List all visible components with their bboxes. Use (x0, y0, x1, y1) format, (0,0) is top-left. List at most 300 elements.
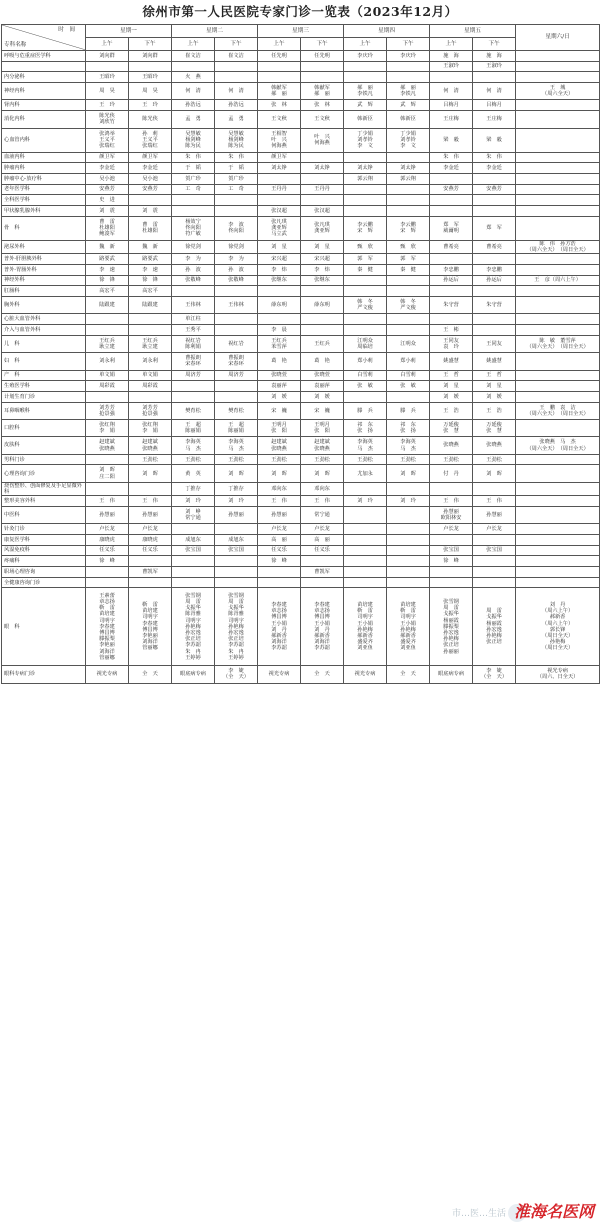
doctor-name: 丁少娟 (357, 130, 373, 137)
schedule-cell (215, 420, 258, 437)
doctor-name: 郑 军 (486, 225, 502, 232)
doctor-name: 王素蕾 (99, 592, 115, 599)
schedule-cell (344, 83, 387, 100)
doctor-name: 王文秋 (314, 116, 330, 123)
schedule-cell (86, 588, 129, 666)
schedule-cell (215, 163, 258, 174)
doctor-name: 宋 辉 (400, 228, 416, 235)
doctor-name: 张 阳 (271, 428, 287, 435)
doctor-name: 孙浩远 (185, 102, 201, 109)
schedule-cell (258, 51, 301, 62)
doctor-name: 郝 丽 (400, 85, 416, 92)
doctor-name: 曹希亮 (486, 243, 502, 250)
doctor-name: 李铁凡 (357, 91, 373, 98)
doctor-name: 韩新臣 (400, 116, 416, 123)
schedule-cell (258, 666, 301, 683)
schedule-cell (430, 391, 473, 402)
doctor-name: 刘芳芳 (99, 404, 115, 411)
schedule-cell (172, 381, 215, 392)
doctor-name: 朱 伟 (185, 154, 201, 161)
doctor-name: 全 天 (314, 671, 330, 678)
schedule-cell (258, 465, 301, 482)
doctor-name: 任先明 (314, 52, 330, 59)
doctor-name: 曹凯军 (314, 568, 330, 575)
schedule-cell (172, 297, 215, 314)
doctor-name: 王同友 (443, 337, 459, 344)
doctor-name: 王劲松 (443, 456, 459, 463)
doctor-name: 戈振华 (443, 611, 459, 618)
doctor-name: 张 林 (314, 102, 330, 109)
doctor-name: 王 伟 (314, 498, 330, 504)
dept-name: 普外·胃肠外科 (2, 264, 86, 275)
doctor-name: 王 浩 (486, 407, 502, 414)
schedule-cell (129, 556, 172, 567)
schedule-cell (387, 72, 430, 83)
doctor-name: 刘 星 (486, 382, 502, 389)
schedule-cell (86, 535, 129, 546)
weekend-cell (516, 152, 600, 163)
doctor-name: 陈光侠 (99, 113, 115, 120)
table-row (2, 391, 600, 402)
dept-name: 眼 科 (2, 588, 86, 666)
doctor-name: 崔文洁 (228, 52, 244, 59)
weekend-cell (516, 335, 600, 352)
schedule-cell (215, 100, 258, 111)
doctor-name: 刘芳芳 (142, 404, 158, 411)
schedule-cell (344, 184, 387, 195)
doctor-name: 滕 兵 (357, 407, 373, 414)
doctor-name: 视光专病 (354, 671, 376, 678)
schedule-cell (301, 588, 344, 666)
schedule-cell (172, 72, 215, 83)
table-row (2, 545, 600, 556)
doctor-name: 宋兴超 (314, 255, 330, 262)
doctor-name: 史 进 (99, 197, 115, 204)
doctor-name: 陈胥雅 (185, 611, 201, 618)
schedule-cell (215, 216, 258, 240)
schedule-cell (172, 128, 215, 152)
schedule-cell (129, 465, 172, 482)
doctor-name: 刘 丹 (314, 626, 330, 633)
doctor-name: 朱 冉 (185, 648, 201, 655)
schedule-cell (258, 174, 301, 185)
table-row (2, 666, 600, 683)
doctor-name: 武 辉 (400, 102, 416, 109)
schedule-cell (172, 254, 215, 265)
doctor-name: 魏 新 (99, 243, 115, 250)
schedule-cell (172, 454, 215, 465)
schedule-cell (301, 174, 344, 185)
schedule-cell (473, 240, 516, 253)
doctor-name: 张宝国 (443, 547, 459, 554)
schedule-cell (387, 535, 430, 546)
weekend-doctor: 郝新香 (549, 614, 566, 621)
schedule-cell (86, 420, 129, 437)
schedule-cell (86, 240, 129, 253)
schedule-cell (86, 83, 129, 100)
table-row (2, 496, 600, 507)
doctor-name: 司明宇 (185, 617, 201, 624)
schedule-cell (430, 577, 473, 588)
schedule-cell (172, 216, 215, 240)
doctor-name: 张汉超 (314, 207, 330, 214)
doctor-name: 宋 巍 (314, 407, 330, 414)
doctor-name: 鲍浚军 (99, 231, 115, 238)
schedule-cell (387, 391, 430, 402)
weekend-doctor: （周六全天） （周日全天） (526, 247, 589, 254)
watermark-text: 市…医…生活 (451, 1209, 506, 1219)
schedule-cell (215, 482, 258, 495)
doctor-name: 王明月 (314, 421, 330, 428)
doctor-name: 王 伟 (443, 498, 459, 504)
schedule-cell (258, 111, 301, 128)
weekend-doctor: （周六、日全天） (536, 674, 579, 681)
schedule-cell (473, 567, 516, 578)
doctor-name: 刘 媛 (271, 393, 287, 400)
schedule-cell (86, 353, 129, 370)
schedule-cell (215, 567, 258, 578)
doctor-name: 张继东 (271, 277, 287, 284)
schedule-cell (344, 588, 387, 666)
weekend-doctor: 刘 丹 (549, 602, 566, 608)
schedule-cell (215, 174, 258, 185)
doctor-name: 白雪莉 (400, 372, 416, 379)
table-row (2, 335, 600, 352)
table-row (2, 567, 600, 578)
table-row (2, 325, 600, 336)
am-header: 上午 (86, 38, 129, 51)
schedule-cell (473, 545, 516, 556)
schedule-cell (215, 402, 258, 419)
schedule-cell (172, 100, 215, 111)
doctor-name: 何 清 (228, 88, 244, 95)
schedule-cell (258, 577, 301, 588)
doctor-name: 李 速 (142, 266, 158, 273)
schedule-cell (387, 577, 430, 588)
weekend-cell (516, 51, 600, 62)
schedule-cell (473, 666, 516, 683)
doctor-name: 吕梅月 (486, 102, 502, 109)
table-row (2, 240, 600, 253)
schedule-cell (344, 61, 387, 72)
weekend-cell (516, 391, 600, 402)
doctor-name: 康晓虎 (142, 536, 158, 543)
doctor-name: 张晓燕 (142, 445, 158, 452)
table-row (2, 111, 600, 128)
table-row (2, 506, 600, 523)
table-row (2, 524, 600, 535)
schedule-cell (387, 381, 430, 392)
doctor-name: 刘 晖 (271, 470, 287, 477)
doctor-name: 李庆玲 (400, 52, 416, 59)
doctor-name: 孙艳梅 (185, 623, 201, 630)
doctor-name: 徐 锋 (99, 277, 115, 284)
schedule-cell (430, 420, 473, 437)
doctor-name: 戈振华 (185, 605, 201, 612)
schedule-cell (387, 666, 430, 683)
schedule-cell (387, 402, 430, 419)
schedule-cell (172, 420, 215, 437)
doctor-name: 符广敏 (185, 231, 201, 238)
doctor-name: 刘海洋 (99, 648, 115, 655)
schedule-cell (387, 353, 430, 370)
doctor-name: 韩 冬 (400, 298, 416, 305)
doctor-name: 吕梅月 (443, 102, 459, 109)
schedule-cell (301, 353, 344, 370)
table-row (2, 381, 600, 392)
schedule-cell (344, 437, 387, 454)
schedule-cell (129, 314, 172, 325)
schedule-cell (129, 666, 172, 683)
dept-name: 眼科专病门诊 (2, 666, 86, 683)
schedule-cell (86, 297, 129, 314)
day-header: 星期四 (344, 25, 430, 38)
doctor-name: 葳爾明 (443, 228, 459, 235)
schedule-cell (86, 100, 129, 111)
table-row (2, 184, 600, 195)
schedule-cell (215, 51, 258, 62)
schedule-cell (387, 184, 430, 195)
schedule-cell (86, 51, 129, 62)
doctor-name: 李 娟 (142, 428, 158, 435)
schedule-cell (387, 314, 430, 325)
schedule-cell (86, 545, 129, 556)
schedule-cell (215, 577, 258, 588)
doctor-name: 李苏韶 (228, 642, 244, 649)
schedule-cell (129, 391, 172, 402)
table-row (2, 297, 600, 314)
schedule-cell (258, 195, 301, 206)
doctor-name: 韩新臣 (357, 116, 373, 123)
schedule-cell (344, 465, 387, 482)
schedule-cell (215, 275, 258, 286)
doctor-name: 赵建斌 (271, 439, 287, 446)
doctor-name: 刘向群 (142, 52, 158, 59)
doctor-name: 张 扬 (357, 428, 373, 435)
schedule-cell (301, 506, 344, 523)
doctor-name: 卢长龙 (443, 526, 459, 533)
schedule-cell (301, 402, 344, 419)
doctor-name: 安燕芳 (443, 186, 459, 193)
doctor-name: 章志扬 (314, 608, 330, 615)
doctor-name: 刘海洋 (142, 639, 158, 646)
table-row (2, 264, 600, 275)
doctor-name: 苗培建 (357, 602, 373, 608)
schedule-cell (387, 297, 430, 314)
schedule-cell (86, 556, 129, 567)
table-row (2, 402, 600, 419)
doctor-name: 袁丽萍 (271, 382, 287, 389)
doctor-name: 梁 毅 (486, 136, 502, 143)
doctor-name: 孙艳梅 (357, 626, 373, 633)
doctor-name: 徐党剑 (228, 243, 244, 250)
doctor-name: 张瑞红 (99, 143, 115, 150)
schedule-cell (172, 353, 215, 370)
doctor-name: 张汉超 (271, 207, 287, 214)
doctor-name: 苗培建 (99, 611, 115, 618)
weekend-doctor: 王 城 (549, 85, 566, 92)
schedule-cell (172, 51, 215, 62)
doctor-name: 杨丽霞 (443, 617, 459, 624)
schedule-cell (215, 454, 258, 465)
doctor-name: 杨丽霞 (486, 620, 502, 627)
schedule-cell (301, 545, 344, 556)
schedule-cell (172, 666, 215, 683)
doctor-name: 孙慧丽 (228, 512, 244, 519)
schedule-cell (344, 72, 387, 83)
doctor-name: 管丽娜 (99, 654, 115, 661)
schedule-cell (86, 381, 129, 392)
doctor-name: 张晓燕 (99, 445, 115, 452)
schedule-cell (344, 325, 387, 336)
schedule-cell (344, 370, 387, 381)
doctor-name: 苗培建 (400, 602, 416, 608)
dept-name: 产 科 (2, 370, 86, 381)
weekend-cell (516, 111, 600, 128)
doctor-name: 任义乐 (142, 547, 158, 554)
schedule-cell (258, 128, 301, 152)
schedule-cell (301, 420, 344, 437)
dept-name: 心血管内科 (2, 128, 86, 152)
doctor-name: 颜卫军 (142, 154, 158, 161)
doctor-name: 任先明 (271, 52, 287, 59)
schedule-cell (344, 286, 387, 297)
schedule-cell (430, 506, 473, 523)
schedule-cell (172, 240, 215, 253)
schedule-cell (172, 206, 215, 217)
schedule-cell (258, 216, 301, 240)
doctor-name: 安燕芳 (486, 186, 502, 193)
doctor-name: 司明宇 (99, 617, 115, 624)
doctor-name: 孙运后 (443, 277, 459, 284)
schedule-cell (301, 240, 344, 253)
doctor-name: 刘欣竹 (99, 119, 115, 126)
doctor-name: 曹 雷 (99, 218, 115, 225)
schedule-cell (129, 535, 172, 546)
schedule-cell (258, 184, 301, 195)
schedule-cell (301, 72, 344, 83)
dept-name: 血液内科 (2, 152, 86, 163)
schedule-cell (344, 100, 387, 111)
schedule-cell (473, 420, 516, 437)
doctor-name: 刘 玲 (400, 498, 416, 504)
doctor-name: 赵建斌 (99, 439, 115, 446)
doctor-name: 张正培 (486, 639, 502, 646)
schedule-cell (86, 567, 129, 578)
schedule-cell (473, 163, 516, 174)
doctor-name: 张鸿举 (99, 130, 115, 137)
doctor-name: 郭云翔 (357, 175, 373, 182)
schedule-cell (344, 577, 387, 588)
doctor-name: 孟 勇 (185, 116, 201, 123)
doctor-name: 傅昌博 (99, 629, 115, 636)
table-row (2, 61, 600, 72)
schedule-cell (301, 437, 344, 454)
schedule-cell (301, 335, 344, 352)
doctor-name: 何 清 (185, 88, 201, 95)
schedule-cell (129, 51, 172, 62)
schedule-cell (301, 454, 344, 465)
schedule-cell (129, 567, 172, 578)
doctor-name: 朱 伟 (228, 154, 244, 161)
doctor-name: 章志扬 (99, 598, 115, 605)
doctor-name: 孙浩远 (228, 102, 244, 109)
doctor-name: 刘 震 (99, 207, 115, 214)
schedule-cell (387, 163, 430, 174)
weekend-cell (516, 286, 600, 297)
dept-name: 呼吸与危重症医学科 (2, 51, 86, 62)
schedule-cell (387, 152, 430, 163)
schedule-cell (215, 297, 258, 314)
schedule-cell (344, 535, 387, 546)
schedule-cell (215, 195, 258, 206)
schedule-cell (430, 482, 473, 495)
schedule-cell (172, 370, 215, 381)
schedule-cell (473, 297, 516, 314)
schedule-cell (473, 51, 516, 62)
doctor-name: 苯雪萍 (271, 343, 287, 350)
doctor-name: 刘 玲 (228, 498, 244, 504)
doctor-name: 王 哲 (486, 372, 502, 379)
doctor-name: 王文秋 (271, 116, 287, 123)
doctor-name: 秦 健 (357, 266, 373, 273)
schedule-cell (86, 391, 129, 402)
doctor-name: 李 文 (400, 143, 416, 150)
doctor-name: 祁 东 (357, 421, 373, 428)
schedule-cell (344, 206, 387, 217)
doctor-name: 郑小莉 (357, 358, 373, 365)
schedule-cell (215, 353, 258, 370)
schedule-cell (258, 254, 301, 265)
am-header: 上午 (430, 38, 473, 51)
weekend-cell (516, 506, 600, 523)
schedule-cell (129, 286, 172, 297)
doctor-name: 视光专病 (96, 671, 118, 678)
doctor-name: 王义平 (99, 136, 115, 143)
schedule-cell (215, 111, 258, 128)
doctor-name: 常宁通 (314, 512, 330, 519)
schedule-cell (301, 100, 344, 111)
doctor-name: 周济芳 (185, 372, 201, 379)
schedule-cell (430, 206, 473, 217)
doctor-name: 王昭玲 (142, 74, 158, 81)
doctor-name: 李 为 (185, 255, 201, 262)
doctor-name: 陆跟建 (99, 302, 115, 309)
schedule-cell (473, 152, 516, 163)
schedule-cell (473, 264, 516, 275)
schedule-cell (344, 264, 387, 275)
doctor-name: 王红兵 (271, 337, 287, 344)
schedule-cell (215, 61, 258, 72)
weekend-cell (516, 128, 600, 152)
doctor-name: 王小娟 (400, 620, 416, 627)
schedule-cell (258, 535, 301, 546)
day-header: 星期五 (430, 25, 516, 38)
doctor-name: 郭 军 (357, 255, 373, 262)
schedule-cell (387, 206, 430, 217)
table-row (2, 314, 600, 325)
schedule-cell (473, 402, 516, 419)
doctor-name: 宋兴超 (271, 255, 287, 262)
schedule-cell (172, 545, 215, 556)
doctor-name: 孟 勇 (228, 116, 244, 123)
doctor-name: 李 波 (228, 222, 244, 229)
doctor-name: 靳 雷 (357, 608, 373, 615)
schedule-cell (387, 61, 430, 72)
doctor-name: 丁推存 (228, 485, 244, 492)
doctor-name: 盛爱齐 (400, 639, 416, 646)
doctor-name: 卢长龙 (99, 526, 115, 533)
